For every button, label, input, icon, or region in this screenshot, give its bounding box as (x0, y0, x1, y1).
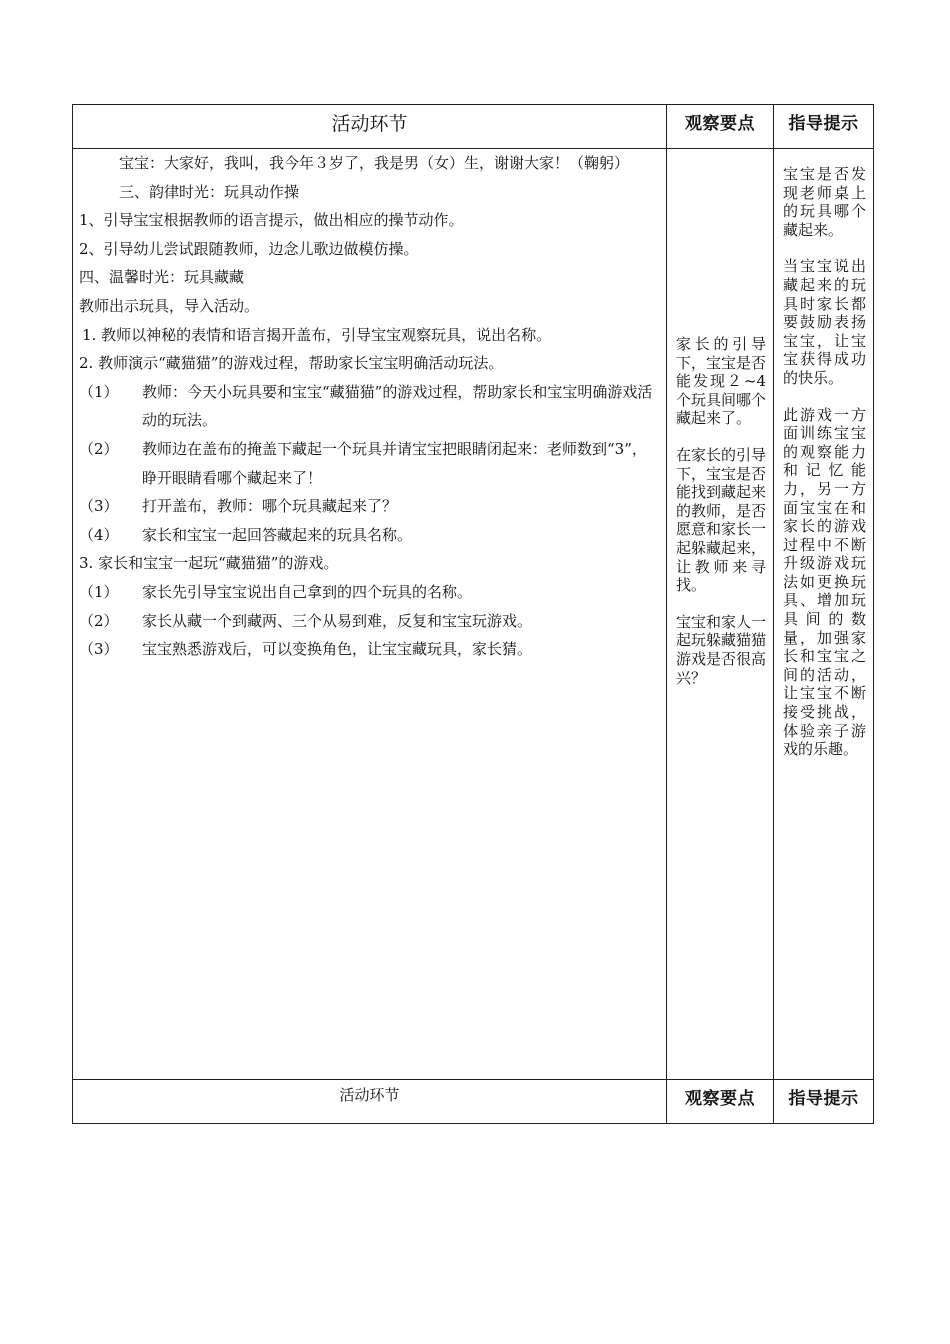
list-text: 家长从藏一个到藏两、三个从易到难，反复和宝宝玩游戏。 (142, 611, 533, 630)
text-line: 1、引导宝宝根据教师的语言提示，做出相应的操节动作。 (79, 211, 464, 230)
tip-item: 当宝宝说出藏起来的玩具时家长都要鼓励表扬宝宝，让宝宝获得成功的快乐。 (783, 257, 866, 387)
list-text: 家长和宝宝一起回答藏起来的玩具名称。 (142, 525, 413, 544)
list-text: 教师边在盖布的掩盖下藏起一个玩具并请宝宝把眼睛闭起来：老师数到“3”，睁开眼睛看哪个藏起来了！ (142, 439, 647, 487)
text-line: 2、引导幼儿尝试跟随教师，边念儿歌边做模仿操。 (79, 239, 419, 258)
text-line: 2. 教师演示“藏猫猫”的游戏过程，帮助家长宝宝明确活动玩法。 (79, 354, 504, 373)
footer-tips: 指导提示 (774, 1080, 874, 1124)
list-item (79, 435, 660, 492)
list-text: 宝宝熟悉游戏后，可以变换角色，让宝宝藏玩具，家长猜。 (142, 640, 533, 659)
header-tips: 指导提示 (774, 105, 874, 149)
list-item (79, 607, 660, 636)
text-line: 四、温馨时光：玩具藏藏 (79, 268, 245, 287)
text-line: 3. 家长和宝宝一起玩“藏猫猫”的游戏。 (79, 554, 339, 573)
list-text: 家长先引导宝宝说出自己拿到的四个玩具的名称。 (142, 582, 473, 601)
list-item (79, 492, 660, 521)
observe-point: 在家长的引导下，宝宝是否能找到藏起来的教师，是否愿意和家长一起躲藏起来，让教师来寻找。 (676, 445, 767, 595)
observe-point: 宝宝和家人一起玩躲藏猫猫游戏是否很高兴？ (676, 612, 767, 687)
text-line: 宝宝：大家好，我叫，我今年３岁了，我是男（女）生，谢谢大家！（鞠躬） (119, 154, 630, 172)
list-item (79, 378, 660, 435)
footer-row (73, 1080, 874, 1124)
activity-content (73, 149, 667, 1080)
tip-item: 此游戏一方面训练宝宝的观察能力和记忆能力，另一方面宝宝在和家长的游戏过程中不断升级游戏玩法如更换玩具、增加玩具间的数量，加强家长和宝宝之间的活动，让宝宝不断接受挑战，体验亲子游戏的乐趣。 (783, 405, 866, 759)
list-item (79, 521, 660, 550)
text-line: 三、韵律时光：玩具动作操 (119, 182, 300, 201)
list-item (79, 578, 660, 607)
list-number: （1） (79, 382, 119, 401)
list-number: （1） (79, 582, 119, 601)
list-number: （2） (79, 439, 119, 458)
list-text: 打开盖布，教师：哪个玩具藏起来了？ (142, 497, 398, 516)
footer-observe: 观察要点 (667, 1080, 774, 1124)
header-observe: 观察要点 (667, 105, 774, 149)
content-row (73, 149, 874, 1080)
observe-content (667, 149, 774, 1080)
list-number: （4） (79, 525, 119, 544)
list-text: 教师：今天小玩具要和宝宝“藏猫猫”的游戏过程，帮助家长和宝宝明确游戏活动的玩法。 (142, 382, 653, 430)
header-activity: 活动环节 (73, 105, 667, 149)
observe-point: 家长的引导下，宝宝是否能发现２~4个玩具间哪个藏起来了。 (676, 335, 767, 428)
tips-content (774, 149, 874, 1080)
list-number: （3） (79, 497, 119, 516)
text-line: 1. 教师以神秘的表情和语言揭开盖布，引导宝宝观察玩具，说出名称。 (82, 325, 552, 344)
list-item (79, 635, 660, 664)
text-line: 教师出示玩具，导入活动。 (79, 296, 260, 315)
footer-activity: 活动环节 (73, 1080, 667, 1124)
list-number: （3） (79, 640, 119, 659)
list-number: （2） (79, 611, 119, 630)
activity-table (72, 104, 874, 1124)
tip-item: 宝宝是否发现老师桌上的玩具哪个藏起来。 (783, 165, 866, 239)
header-row (73, 105, 874, 149)
